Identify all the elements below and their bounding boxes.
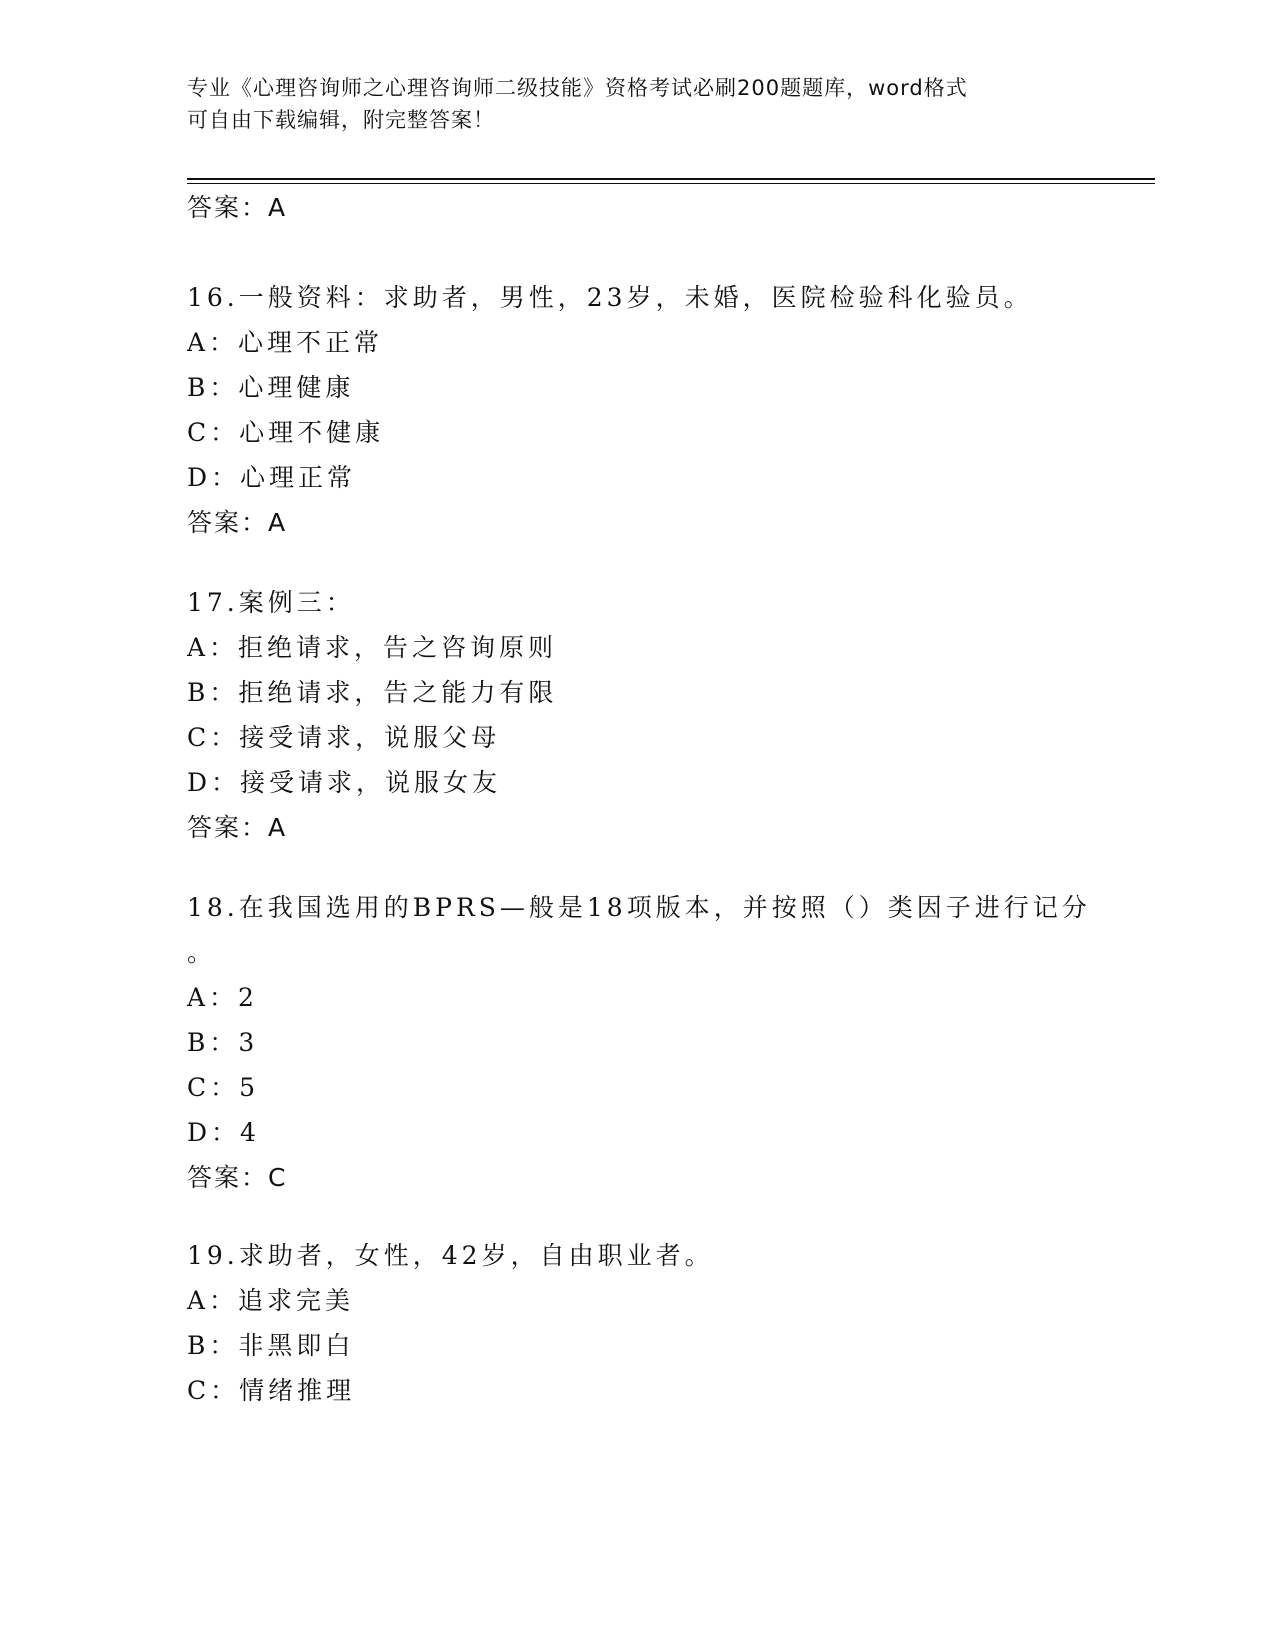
option-a: A：心理不正常 [187,328,384,357]
header-line-1: 专业《心理咨询师之心理咨询师二级技能》资格考试必刷200题题库，word格式 [187,76,968,100]
option-a: A：追求完美 [187,1286,355,1315]
question-stem: 16.一般资料：求助者，男性，23岁，未婚，医院检验科化验员。 [187,283,1033,312]
question-stem-continuation: 。 [187,938,217,967]
header-rule-thick [187,178,1155,180]
option-b: B：3 [187,1028,259,1057]
option-c: C：心理不健康 [187,418,385,447]
answer-label: 答案：A [187,193,288,222]
option-b: B：拒绝请求，告之能力有限 [187,678,558,707]
header-line-2: 可自由下载编辑，附完整答案！ [187,108,495,132]
document-header [187,72,1087,136]
answer-label: 答案：C [187,1163,288,1192]
option-c: C：情绪推理 [187,1376,356,1405]
question-stem: 17.案例三： [187,588,355,617]
option-d: D：心理正常 [187,463,357,492]
answer-label: 答案：A [187,813,288,842]
option-c: C：5 [187,1073,260,1102]
answer-label: 答案：A [187,508,288,537]
option-b: B：心理健康 [187,373,355,402]
option-a: A：拒绝请求，告之咨询原则 [187,633,558,662]
question-stem: 18.在我国选用的BPRS—般是18项版本，并按照（）类因子进行记分 [187,893,1091,922]
option-b: B：非黑即白 [187,1331,355,1360]
option-c: C：接受请求，说服父母 [187,723,501,752]
option-a: A：2 [187,983,258,1012]
previous-answer-block [187,185,1087,230]
question-stem: 19.求助者，女性，42岁，自由职业者。 [187,1241,714,1270]
question-17 [187,580,1087,850]
header-rule-thin [187,183,1155,184]
question-18 [187,885,1091,1200]
option-d: D：接受请求，说服女友 [187,768,502,797]
question-19 [187,1233,1087,1413]
option-d: D：4 [187,1118,260,1147]
question-16 [187,275,1087,545]
